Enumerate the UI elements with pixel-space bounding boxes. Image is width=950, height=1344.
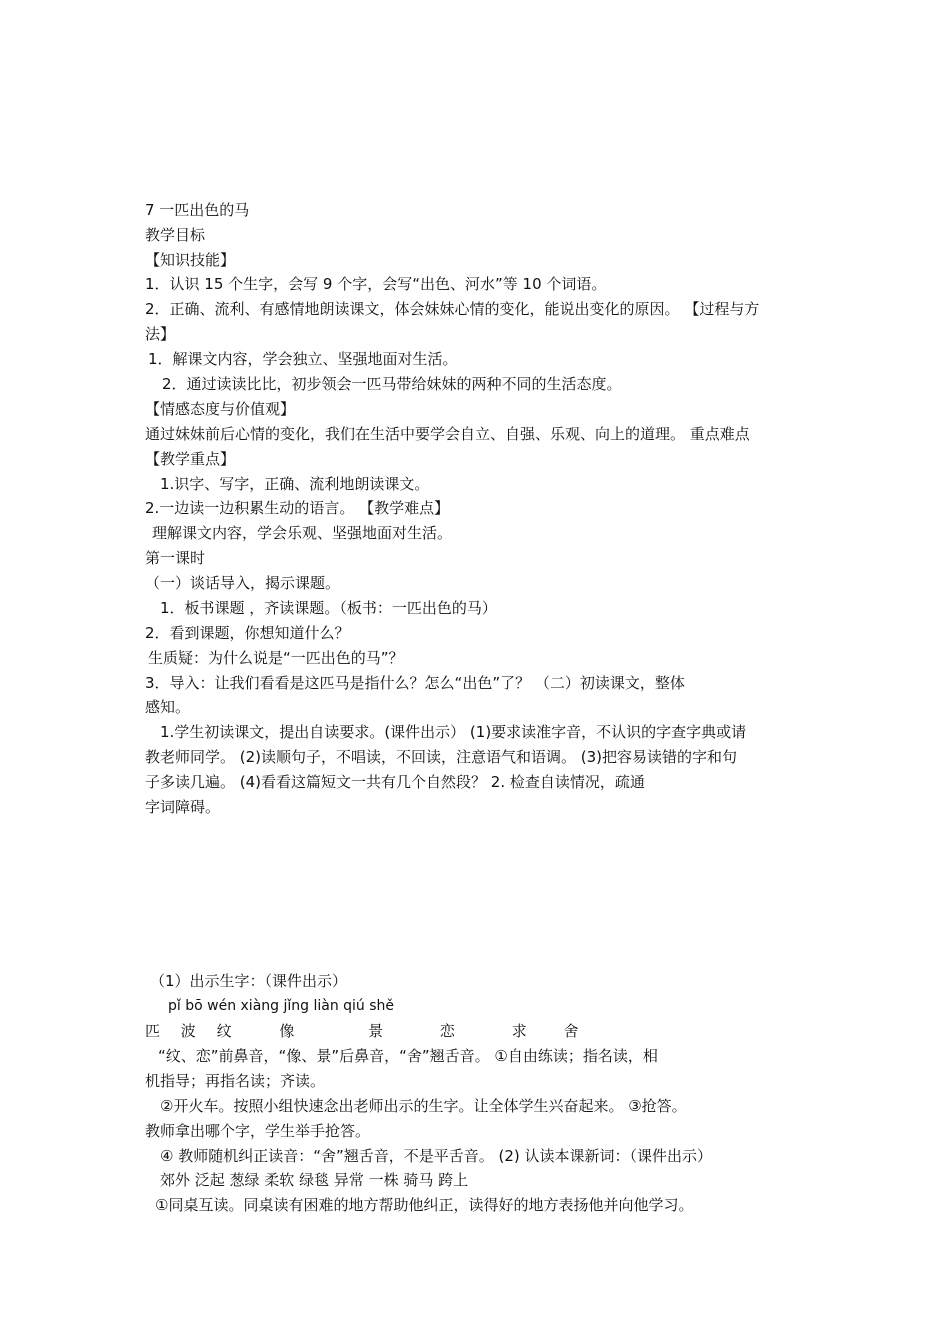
char-item: 波	[180, 1022, 196, 1040]
emotion-text: 通过妹妹前后心情的变化，我们在生活中要学会自立、自强、乐观、向上的道理。 重点难点	[145, 425, 750, 443]
lesson-period: 第一课时	[145, 549, 206, 567]
char-item: 匹	[145, 1022, 161, 1040]
process-heading-cont: 法】	[145, 325, 176, 343]
step-2-item-1-cont-3: 字词障碍。	[145, 798, 221, 816]
key-item-2: 2.一边读一边积累生动的语言。 【教学难点】	[145, 499, 450, 517]
pinyin-line: pǐ bō wén xiàng jǐng liàn qiú shě	[168, 998, 395, 1014]
show-chars-heading: （1）出示生字：（课件出示）	[150, 972, 348, 990]
difficulty-text: 理解课文内容，学会乐观、坚强地面对生活。	[152, 524, 453, 542]
step-2-item-1: 1.学生初读课文，提出自读要求。(课件出示） (1)要求读准字音，不认识的字查字典或请	[160, 723, 747, 741]
goals-heading: 教学目标	[145, 226, 206, 244]
knowledge-item-2: 2．正确、流利、有感情地朗读课文，体会妹妹心情的变化，能说出变化的原因。 【过程与方	[145, 300, 760, 318]
key-item-1: 1.识字、写字，正确、流利地朗读课文。	[160, 475, 430, 493]
process-item-2: 2．通过读读比比，初步领会一匹马带给妹妹的两种不同的生活态度。	[162, 375, 622, 393]
char-item: 舍	[563, 1022, 579, 1040]
step-1-item-1: 1．板书课题 ，齐读课题。（板书：一匹出色的马）	[160, 599, 497, 617]
knowledge-item-1: 1．认识 15 个生字，会写 9 个字，会写“出色、河水”等 10 个词语。	[145, 275, 607, 293]
train-activity: ②开火车。按照小组快速念出老师出示的生字。让全体学生兴奋起来。 ③抢答。	[160, 1097, 687, 1115]
step-1-item-3-cont: 感知。	[145, 698, 191, 716]
pronunciation-note: “纹、恋”前鼻音，“像、景”后鼻音，“舍”翘舌音。 ①自由练读；指名读，相	[158, 1047, 658, 1065]
correct-pronunciation: ④ 教师随机纠正读音：“舍”翘舌音，不是平舌音。 (2) 认读本课新词：（课件出示）	[160, 1147, 713, 1165]
char-item: 恋	[439, 1022, 455, 1040]
char-item: 像	[279, 1022, 295, 1040]
step-1-item-3: 3．导入：让我们看看是这匹马是指什么？怎么“出色”了？ （二）初读课文，整体	[145, 674, 685, 692]
new-words-line: 郊外 泛起 葱绿 柔软 绿毯 异常 一株 骑马 跨上	[160, 1171, 469, 1189]
chars-line	[145, 1019, 583, 1044]
train-activity-cont: 教师拿出哪个字，学生举手抢答。	[145, 1122, 371, 1140]
key-heading: 【教学重点】	[145, 450, 236, 468]
char-item: 求	[511, 1022, 527, 1040]
step-1-item-2: 2．看到课题，你想知道什么？	[145, 624, 350, 642]
char-item: 景	[368, 1022, 384, 1040]
pronunciation-note-cont: 机指导；再指名读；齐读。	[145, 1072, 326, 1090]
char-item: 纹	[216, 1022, 232, 1040]
lesson-title: 7 一匹出色的马	[145, 201, 250, 219]
step-2-item-1-cont-1: 教老师同学。 (2)读顺句子，不唱读，不回读，注意语气和语调。 (3)把容易读错的字和句	[145, 748, 738, 766]
partner-reading: ①同桌互读。同桌读有困难的地方帮助他纠正，读得好的地方表扬他并向他学习。	[155, 1196, 694, 1214]
step-1-question: 生质疑：为什么说是“一匹出色的马”？	[148, 649, 404, 667]
emotion-heading: 【情感态度与价值观】	[145, 400, 296, 418]
process-item-1: 1．解课文内容，学会独立、坚强地面对生活。	[148, 350, 458, 368]
step-1-heading: （一）谈话导入，揭示课题。	[145, 574, 341, 592]
step-2-item-1-cont-2: 子多读几遍。 (4)看看这篇短文一共有几个自然段？ 2. 检查自读情况，疏通	[145, 773, 645, 791]
knowledge-heading: 【知识技能】	[145, 251, 236, 269]
